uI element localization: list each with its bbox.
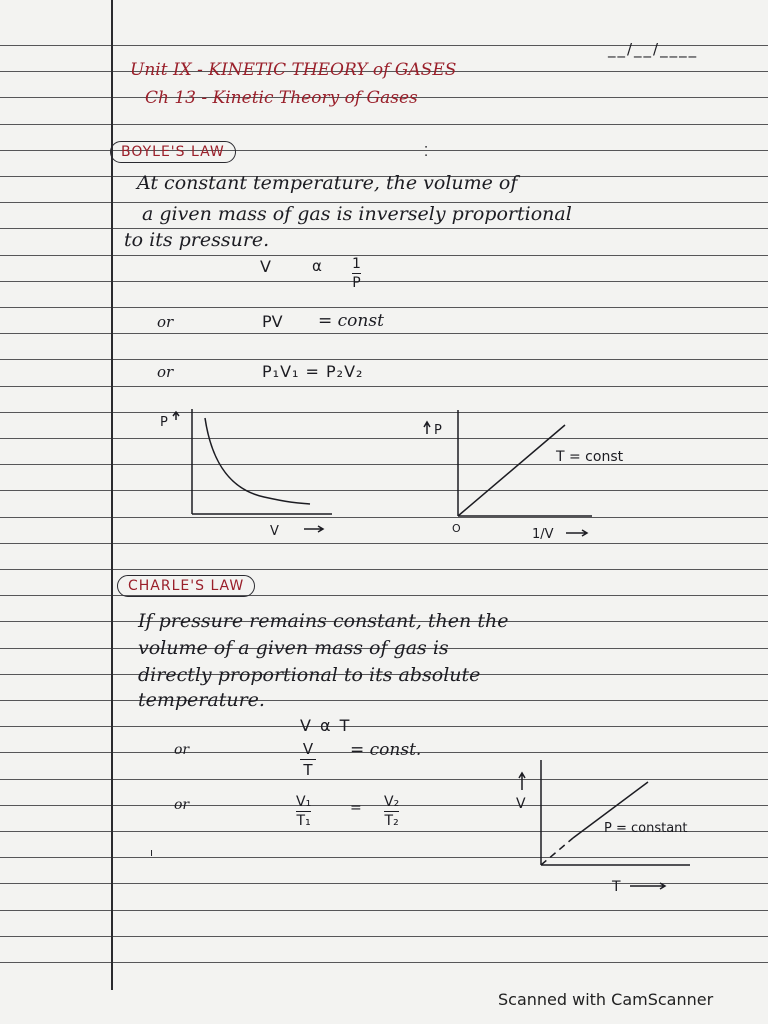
ruled-line [0,726,768,727]
charles-eq2-denominator: T [303,761,313,780]
charles-graph-annotation: P = constant [604,821,688,836]
charles-eq2-numerator: V [302,740,314,758]
scanner-watermark: Scanned with CamScanner [498,990,714,1009]
ruled-line [0,962,768,963]
boyle-eq1-numerator: 1 [352,256,361,272]
charles-or-2: or [174,797,190,813]
ruled-line [0,333,768,334]
boyles-law-heading: BOYLE'S LAW [110,141,236,163]
date-placeholder: __/__/____ [608,40,699,58]
boyle-eq2-lhs: PV [262,312,283,331]
dots-mark: ⁚ [424,145,429,160]
ruled-line [0,464,768,465]
ruled-line [0,386,768,387]
ruled-line [0,910,768,911]
charles-eq3-rhs-numerator: V₂ [384,794,400,810]
ruled-line [0,857,768,858]
ruled-line [0,517,768,518]
ruled-line [0,595,768,596]
charles-eq2-rhs: = const. [350,740,422,760]
charles-eq3-lhs-numerator: V₁ [296,794,312,810]
boyle-definition-line2: a given mass of gas is inversely proportional [142,203,572,225]
ruled-line [0,700,768,701]
ruled-line [0,779,768,780]
ruled-line [0,569,768,570]
ruled-line [0,543,768,544]
chapter-title: Ch 13 - Kinetic Theory of Gases [145,88,418,108]
boyle-eq1-fraction [352,256,361,291]
charles-definition-line2: volume of a given mass of gas is [138,637,449,659]
charles-eq3-equals: = [350,800,362,816]
fraction-bar [296,811,311,812]
graph2-x-label: 1/V [532,527,554,542]
graph2-origin-label: O [452,522,461,535]
charles-definition-line3: directly proportional to its absolute [138,664,481,686]
graph2-y-arrow [424,422,430,434]
boyle-eq1-prop: α [312,257,322,275]
fraction-bar [384,811,399,812]
charles-graph-straight-line [573,782,648,838]
charles-definition-line1: If pressure remains constant, then the [138,610,509,632]
graph1-y-label: P [160,415,168,430]
charles-graph-y-label: V [516,796,526,812]
ruled-line [0,490,768,491]
ruled-line [0,124,768,125]
charles-eq3-lhs-fraction [296,794,311,829]
ruled-line [0,936,768,937]
ruled-line [0,228,768,229]
boyle-definition-line3: to its pressure. [124,229,270,251]
boyle-or-1: or [157,313,174,331]
ruled-line [0,438,768,439]
ruled-line [0,359,768,360]
fraction-bar [300,759,316,760]
charles-eq3-rhs-fraction [384,794,399,829]
charles-graph-x-label: T [612,879,621,895]
graph2-y-label: P [434,423,442,438]
ruled-line [0,281,768,282]
boyle-definition-line1: At constant temperature, the volume of [137,172,518,194]
ruled-line [0,831,768,832]
charles-law-heading: CHARLE'S LAW [117,575,255,597]
boyle-eq2-rhs: = const [318,311,384,331]
graph2-annotation: T = const [556,449,624,465]
boyle-eq1-denominator: P [352,275,361,292]
unit-title: Unit IX - KINETIC THEORY of GASES [130,60,457,80]
stray-mark: ı [150,846,154,859]
ruled-line [0,883,768,884]
boyle-graph-pv [173,409,332,532]
graph2-x-arrow [566,530,587,536]
charles-graph-y-arrow [519,773,525,790]
charles-eq3-lhs-denominator: T₁ [296,813,311,830]
ruled-line [0,307,768,308]
graph1-x-label: V [270,524,279,539]
fraction-bar [352,273,361,274]
charles-eq2-fraction [300,740,316,779]
charles-graph-dashed-extension [541,838,573,865]
boyle-eq1-lhs: V [260,257,271,276]
ruled-line [0,412,768,413]
charles-definition-line4: temperature. [138,689,265,711]
charles-eq3-rhs-denominator: T₂ [384,813,399,830]
boyle-or-2: or [157,363,174,381]
charles-eq1: V α T [300,716,350,735]
ruled-line [0,255,768,256]
graph1-x-arrow [304,526,323,532]
charles-or-1: or [174,742,190,758]
boyle-eq3: P₁V₁ = P₂V₂ [262,362,364,381]
